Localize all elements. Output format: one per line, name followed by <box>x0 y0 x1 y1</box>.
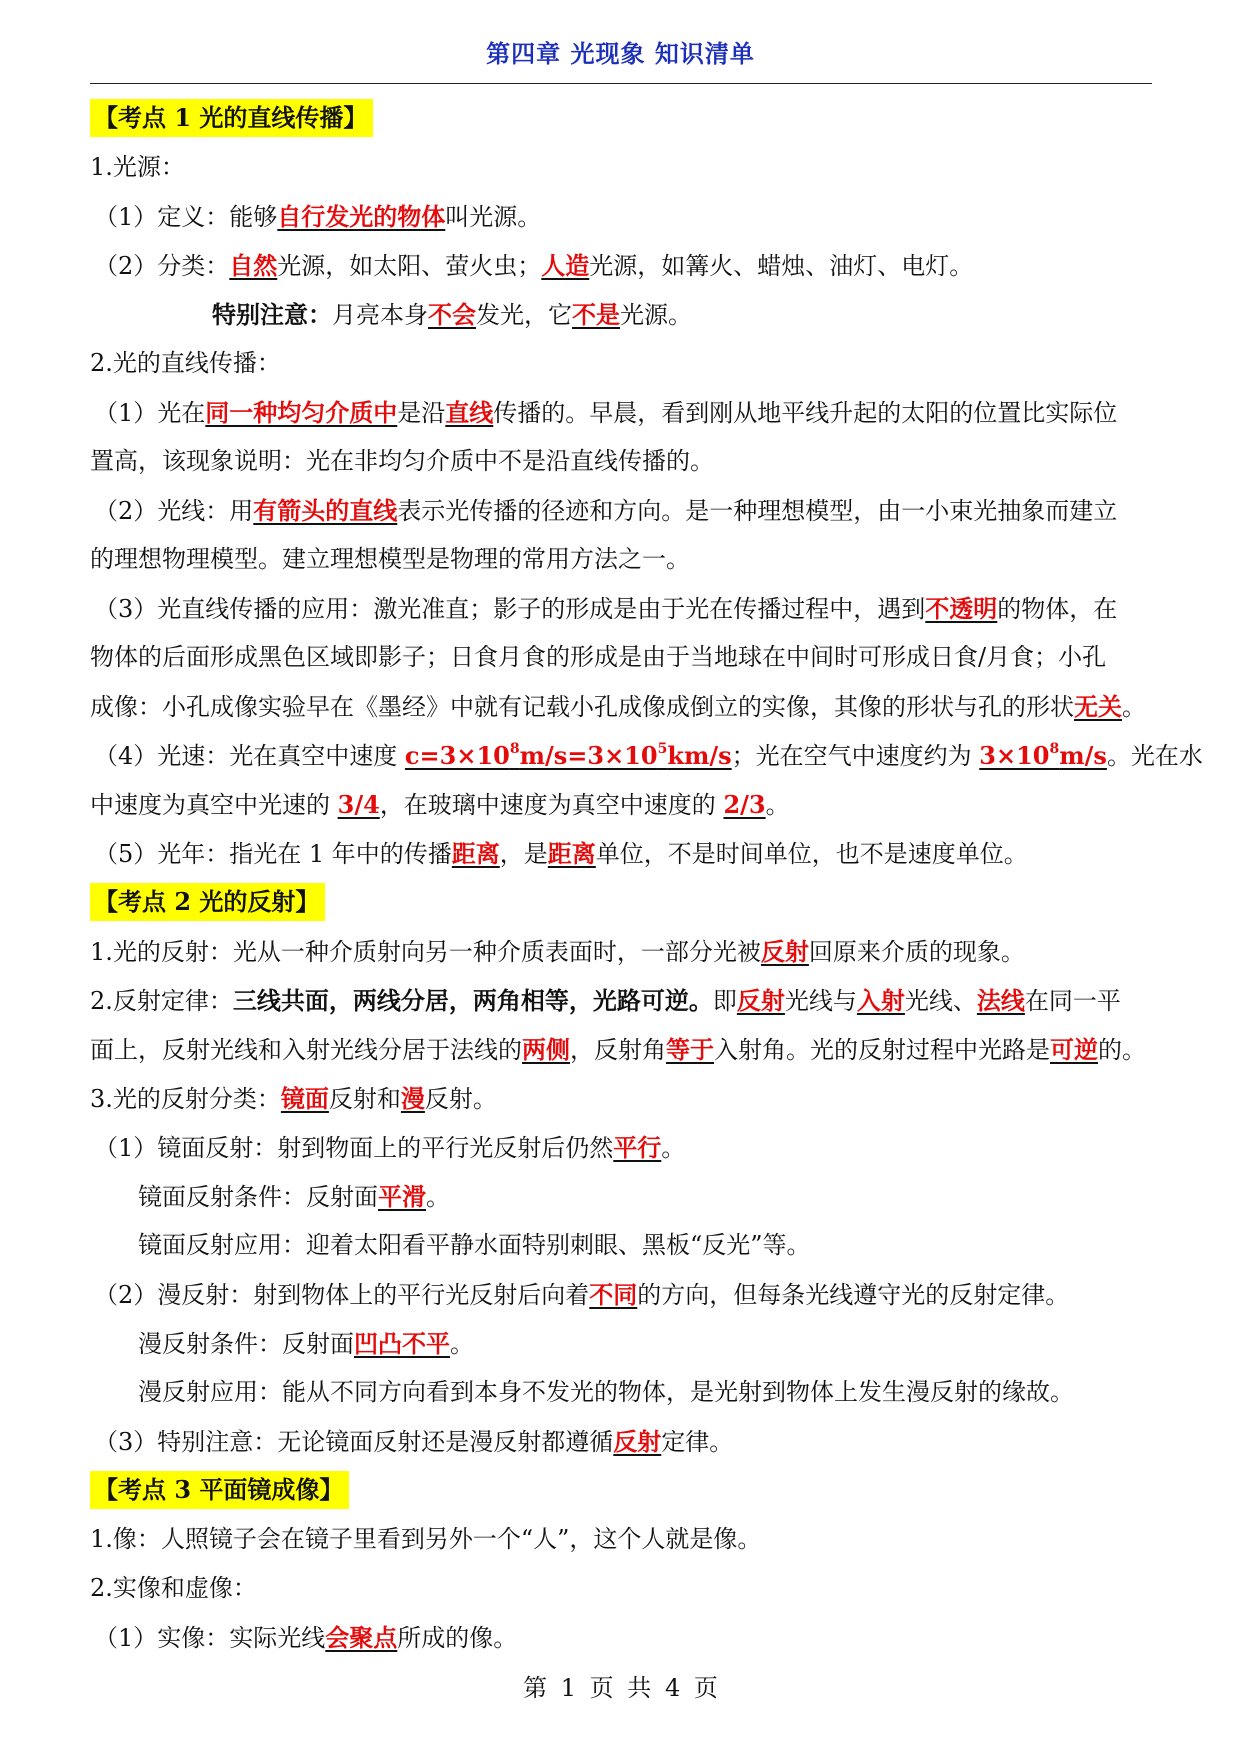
text-line: 漫反射条件：反射面凹凸不平。 <box>138 1329 474 1358</box>
section-3-heading: 【考点 3 平面镜成像】 <box>90 1471 349 1509</box>
answer-blank: 会聚点 <box>325 1623 398 1652</box>
text-line: （4）光速：光在真空中速度 $c=3\times 10^8m/s=3\times 10^5km/s$；光在空气中速度约为 $3\times 10^8m/s$。光在水 <box>94 741 1203 770</box>
answer-blank: 法线 <box>976 986 1025 1015</box>
answer-blank: 漫 <box>400 1084 425 1113</box>
text-line: （2）光线：用有箭头的直线表示光传播的径迹和方向。是一种理想模型，由一小束光抽象而建立 <box>94 496 1118 525</box>
answer-blank: 距离 <box>547 839 596 868</box>
text-line: 1.光源： <box>90 153 185 181</box>
page-title: 第四章 光现象 知识清单 <box>486 40 755 68</box>
text-line: 镜面反射条件：反射面平滑。 <box>138 1182 450 1211</box>
answer-blank: 不透明 <box>925 594 998 623</box>
text-line: （3）特别注意：无论镜面反射还是漫反射都遵循反射定律。 <box>94 1427 734 1456</box>
answer-blank: 有箭头的直线 <box>253 496 398 525</box>
text-line: （2）分类：自然光源，如太阳、萤火虫；人造光源，如篝火、蜡烛、油灯、电灯。 <box>94 251 974 280</box>
text-line: 3.光的反射分类：镜面反射和漫反射。 <box>90 1084 497 1113</box>
text-line: 2.光的直线传播： <box>90 349 281 377</box>
section-2-heading: 【考点 2 光的反射】 <box>90 883 325 921</box>
answer-blank: 反射 <box>613 1427 662 1456</box>
answer-blank: 平行 <box>613 1133 662 1162</box>
answer-blank: 距离 <box>451 839 500 868</box>
page-footer: 第 1 页 共 4 页 <box>523 1674 718 1702</box>
text-line: 的理想物理模型。建立理想模型是物理的常用方法之一。 <box>90 545 690 573</box>
answer-blank: 等于 <box>666 1035 714 1064</box>
answer-blank: 自行发光的物体 <box>277 202 446 231</box>
answer-blank: 平滑 <box>378 1182 426 1211</box>
answer-blank: 凹凸不平 <box>354 1329 450 1358</box>
answer-blank: 同一种均匀介质中 <box>205 398 398 427</box>
section-2-heading-line <box>90 878 1152 927</box>
text-line: （1）定义：能够自行发光的物体叫光源。 <box>94 202 542 231</box>
answer-blank: 可逆 <box>1050 1035 1098 1064</box>
document-body <box>90 94 1203 1662</box>
text-line: 中速度为真空中光速的 3/4，在玻璃中速度为真空中速度的 2/3。 <box>90 790 790 819</box>
answer-blank: $3\times 10^8m/s$ <box>979 741 1107 770</box>
section-3-heading-line <box>90 1466 1152 1515</box>
answer-blank: 直线 <box>445 398 494 427</box>
text-line: 物体的后面形成黑色区域即影子；日食月食的形成是由于当地球在中间时可形成日食/月食；小孔 <box>90 643 1107 671</box>
text-line: （1）镜面反射：射到物面上的平行光反射后仍然平行。 <box>94 1133 686 1162</box>
text-line: 漫反射应用：能从不同方向看到本身不发光的物体，是光射到物体上发生漫反射的缘故。 <box>138 1378 1074 1406</box>
text-line: （5）光年：指光在 1 年中的传播距离，是距离单位，不是时间单位，也不是速度单位。 <box>94 839 1028 868</box>
text-line: （1）光在同一种均匀介质中是沿直线传播的。早晨，看到刚从地平线升起的太阳的位置比实际位 <box>94 398 1118 427</box>
answer-blank: 3/4 <box>337 790 380 819</box>
text-line: 置高，该现象说明：光在非均匀介质中不是沿直线传播的。 <box>90 447 714 475</box>
answer-blank: 镜面 <box>280 1084 329 1113</box>
answer-blank: 不会 <box>428 300 476 329</box>
section-1-heading-line <box>90 94 1152 143</box>
text-line: 面上，反射光线和入射光线分居于法线的两侧，反射角等于入射角。光的反射过程中光路是可逆的。 <box>90 1035 1146 1064</box>
answer-blank: 不是 <box>572 300 620 329</box>
text-line: 成像：小孔成像实验早在《墨经》中就有记载小孔成像成倒立的实像，其像的形状与孔的形状无关。 <box>90 692 1146 721</box>
answer-blank: 两侧 <box>522 1035 570 1064</box>
answer-blank: 入射 <box>856 986 905 1015</box>
text-line: （1）实像：实际光线会聚点所成的像。 <box>94 1623 518 1652</box>
text-line: 2.反射定律：三线共面，两线分居，两角相等，光路可逆。即反射光线与入射光线、法线在同一平 <box>90 986 1121 1015</box>
section-1-heading: 【考点 1 光的直线传播】 <box>90 99 373 137</box>
text-line: 特别注意：月亮本身不会发光，它不是光源。 <box>212 300 692 329</box>
answer-blank: 无关 <box>1074 692 1122 721</box>
answer-blank: 人造 <box>541 251 590 280</box>
text-line: 镜面反射应用：迎着太阳看平静水面特别刺眼、黑板“反光”等。 <box>138 1231 811 1259</box>
text-line: （3）光直线传播的应用：激光准直；影子的形成是由于光在传播过程中，遇到不透明的物体，在 <box>94 594 1118 623</box>
text-line: 2.实像和虚像： <box>90 1574 257 1602</box>
header-divider <box>90 83 1152 84</box>
text-line: 1.光的反射：光从一种介质射向另一种介质表面时，一部分光被反射回原来介质的现象。 <box>90 937 1025 966</box>
text-line: 1.像：人照镜子会在镜子里看到另外一个“人”，这个人就是像。 <box>90 1525 762 1553</box>
answer-blank: 反射 <box>736 986 785 1015</box>
answer-blank: $c=3\times 10^8m/s=3\times 10^5km/s$ <box>404 741 732 770</box>
answer-blank: 自然 <box>229 251 278 280</box>
answer-blank: 反射 <box>760 937 809 966</box>
answer-blank: 2/3 <box>723 790 766 819</box>
text-line: （2）漫反射：射到物体上的平行光反射后向着不同的方向，但每条光线遵守光的反射定律。 <box>94 1280 1070 1309</box>
answer-blank: 不同 <box>589 1280 638 1309</box>
